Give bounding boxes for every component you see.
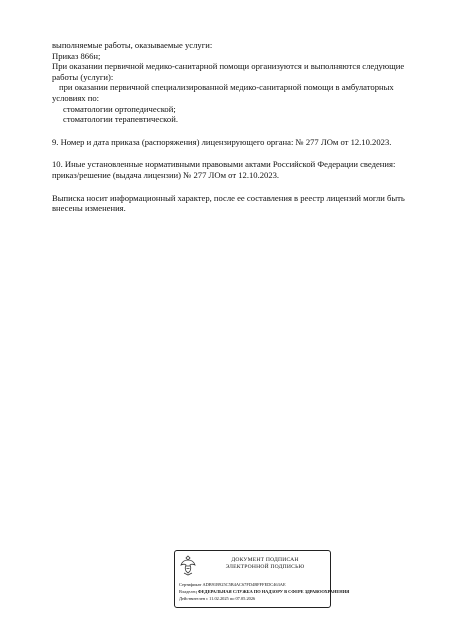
electronic-signature-stamp — [174, 550, 350, 608]
text-line: работы (услуги): — [52, 71, 114, 82]
item-10-line-2: приказ/решение (выдача лицензии) № 277 ЛОм от 12.10.2023. — [52, 169, 280, 180]
validity-value: с 11.02.2025 по 07.05.2026 — [206, 596, 256, 601]
certificate-row — [179, 582, 286, 588]
text-line: Приказ 866н; — [52, 50, 101, 61]
owner-label: Владелец — [179, 589, 197, 594]
list-item: стоматологии ортопедической; — [63, 103, 176, 114]
owner-row — [179, 589, 349, 595]
certificate-label: Сертификат — [179, 582, 202, 587]
stamp-subtitle: ЭЛЕКТРОННОЙ ПОДПИСЬЮ — [225, 564, 305, 570]
text-line: при оказании первичной специализированной медико-санитарной помощи в амбулаторных — [59, 82, 394, 93]
text-line: условиях по: — [52, 92, 100, 103]
item-9-order-number: 9. Номер и дата приказа (распоряжения) лицензирующего органа: № 277 ЛОм от 12.10.2023. — [52, 136, 392, 147]
validity-label: Действителен — [179, 596, 205, 601]
text-line: выполняемые работы, оказываемые услуги: — [52, 40, 213, 50]
stamp-title: ДОКУМЕНТ ПОДПИСАН — [231, 557, 299, 563]
owner-value: ФЕДЕРАЛЬНАЯ СЛУЖБА ПО НАДЗОРУ В СФЕРЕ ЗДРАВООХРАНЕНИЯ — [197, 589, 350, 594]
item-10-line-1: 10. Иные установленные нормативными правовыми актами Российской Федерации сведения: — [52, 159, 396, 170]
list-item: стоматологии терапевтической. — [63, 114, 178, 125]
coat-of-arms-icon — [179, 554, 197, 576]
text-line: При оказании первичной медико-санитарной помощи организуются и выполняются следующие — [52, 61, 405, 72]
notice-line-1: Выписка носит информационный характер, после ее составления в реестр лицензий могли быть — [52, 192, 405, 203]
document-body — [52, 40, 442, 214]
notice-line-2: внесены изменения. — [52, 203, 126, 214]
validity-row — [179, 596, 255, 602]
certificate-value: ADB91B925C5B4AC67FD4BFFFEDC463AE — [202, 582, 286, 587]
